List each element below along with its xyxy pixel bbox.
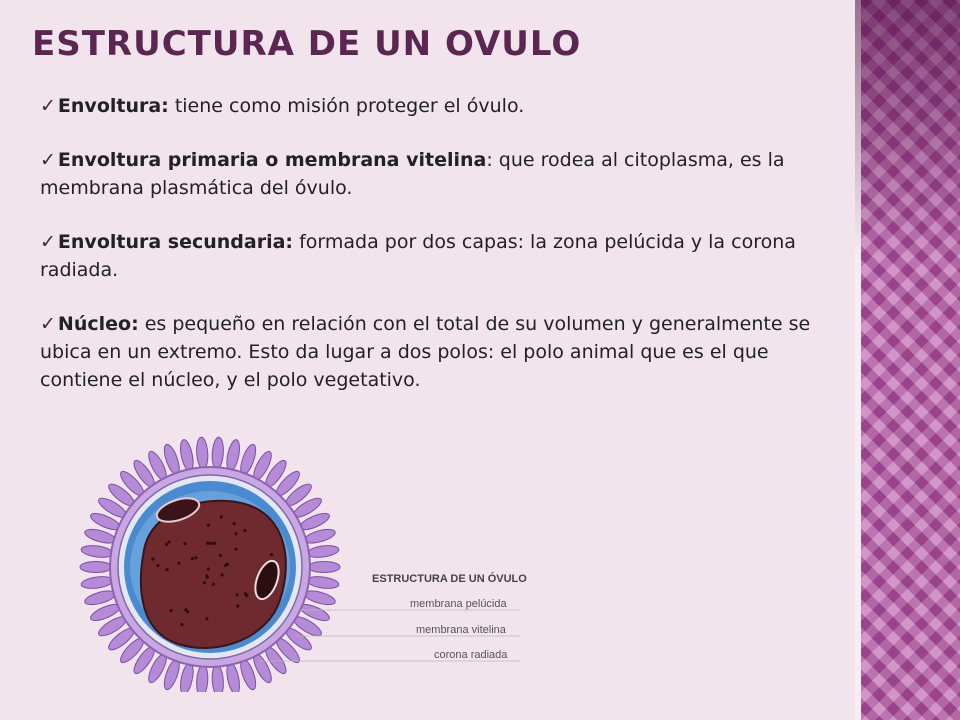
yolk-granule [184,608,187,611]
yolk-granule [243,529,246,532]
yolk-granule [206,541,209,544]
bullet-list [40,92,840,420]
yolk-granule [207,567,210,570]
yolk-granule [156,564,159,567]
corona-cell [306,544,339,559]
bullet-term: Núcleo: [57,313,139,335]
corona-cell [80,575,113,590]
yolk-granule [207,524,210,527]
corona-cell [80,544,113,559]
yolk-granule [236,593,239,596]
bullet-term: Envoltura: [57,95,169,117]
yolk-granule [191,557,194,560]
yolk-granule [177,562,180,565]
yolk-granule [270,553,273,556]
checkmark-icon: ✓ [40,149,56,171]
yolk-granule [203,581,206,584]
bullet-item [40,92,840,120]
bullet-text: formada por dos capas: la zona pelúcida y la corona radiada. [40,231,796,281]
corona-cell [308,562,340,573]
yolk-granule [180,623,183,626]
corona-cell [196,437,209,470]
yolk-granule [234,548,237,551]
yolk-granule [213,542,216,545]
yolk-granule [212,582,215,585]
yolk-granule [165,568,168,571]
checkmark-icon: ✓ [40,313,56,335]
bullet-text: es pequeño en relación con el total de su volumen y generalmente se ubica en un extremo. Esto da lugar a dos polos: el polo animal que es el que contiene el núcleo, y el polo vegetativo. [40,313,811,391]
yolk-granule [165,543,168,546]
corona-cell [225,439,242,473]
yolk-granule [234,532,237,535]
corona-cell [178,439,195,473]
yolk-granule [236,605,239,608]
ovum-diagram [60,432,530,692]
corona-cell [306,575,339,590]
bullet-item [40,310,840,394]
bullet-term: Envoltura primaria o membrana vitelina [57,149,487,171]
bullet-term: Envoltura secundaria: [57,231,294,253]
yolk-granule [151,557,154,560]
label-membrana-vitelina: membrana vitelina [416,624,506,636]
yolk-granule [194,556,197,559]
corona-cell [211,664,224,692]
bullet-item [40,228,840,284]
yolk-granule [244,592,247,595]
corona-cell [211,437,224,470]
yolk-granule [226,563,229,566]
yolk-granule [167,540,170,543]
label-corona-radiada: corona radiada [434,649,508,661]
checkmark-icon: ✓ [40,231,56,253]
label-membrana-pelucida: membrana pelúcida [410,598,507,610]
corona-cell [196,664,209,692]
yolk-granule [205,574,208,577]
figure-caption-title: ESTRUCTURA DE UN ÓVULO [372,573,527,585]
bullet-text: : que rodea al citoplasma, es la membrana plasmática del óvulo. [40,149,785,199]
bullet-item [40,146,840,202]
checkmark-icon: ✓ [40,95,56,117]
bullet-text: tiene como misión proteger el óvulo. [168,95,525,117]
yolk-granule [233,522,236,525]
yolk-granule [205,617,208,620]
corona-cell [80,562,112,573]
yolk-granule [220,515,223,518]
yolk-granule [209,542,212,545]
yolk-granule [183,542,186,545]
yolk-granule [220,573,223,576]
yolk-granule [170,609,173,612]
slide-title: ESTRUCTURA DE UN OVULO [32,24,582,64]
yolk-granule [219,554,222,557]
decorative-side-band [855,0,960,720]
